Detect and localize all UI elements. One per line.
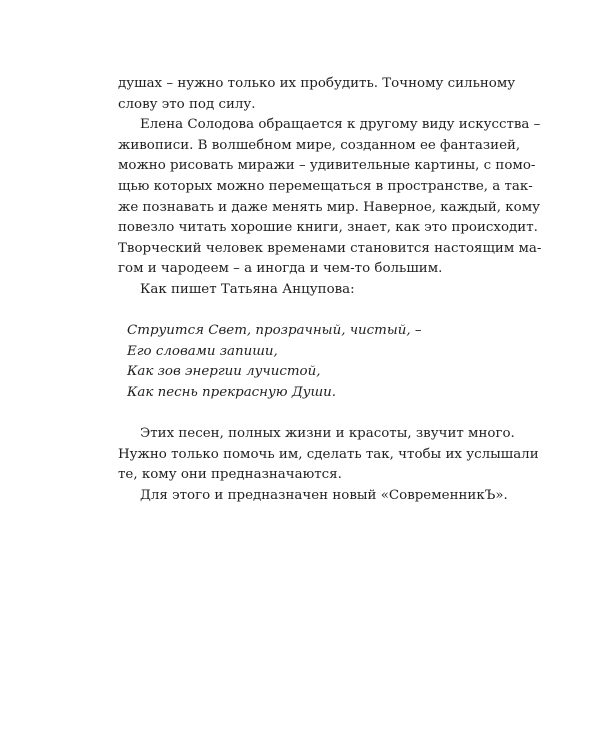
text-line: те, кому они предназначаются. (118, 467, 342, 483)
body-text (118, 74, 542, 506)
poem-line: Струится Свет, прозрачный, чистый, – (127, 323, 422, 339)
poem-line: Как зов энергии лучистой, (127, 364, 321, 380)
text-line: слову это под силу. (118, 96, 256, 112)
text-line: живописи. В волшебном мире, созданном ее фантазией, (118, 137, 521, 153)
paragraph-quote-intro (118, 280, 482, 301)
poem-line: Как песнь прекрасную Души. (127, 384, 337, 400)
text-line: же познавать и даже менять мир. Наверное, каждый, кому (118, 199, 541, 215)
paragraph-continuation (118, 74, 516, 115)
text-line: Для этого и предназначен новый «СовременникЪ». (140, 487, 508, 503)
poem-quote (118, 321, 482, 403)
text-line: можно рисовать миражи – удивительные картины, с помо- (118, 158, 536, 174)
paragraph-final (118, 486, 508, 507)
text-line: Творческий человек временами становится настоящим ма- (118, 240, 542, 256)
text-line: Елена Солодова обращается к другому виду искусства – (140, 117, 541, 133)
text-line: повезло читать хорошие книги, знает, как это происходит. (118, 220, 538, 236)
text-line: гом и чародеем – а иногда и чем-то большим. (118, 261, 443, 277)
paragraph-solodova (118, 115, 542, 280)
text-line: Нужно только помочь им, сделать так, чтобы их услышали (118, 446, 539, 462)
text-line: Как пишет Татьяна Анцупова: (140, 281, 355, 297)
text-line: щью которых можно перемещаться в пространстве, а так- (118, 178, 533, 194)
text-line: Этих песен, полных жизни и красоты, звучит много. (140, 426, 515, 442)
paragraph-songs (118, 424, 539, 486)
poem-line: Его словами запиши, (127, 343, 278, 359)
text-line: душах – нужно только их пробудить. Точному сильному (118, 76, 516, 91)
